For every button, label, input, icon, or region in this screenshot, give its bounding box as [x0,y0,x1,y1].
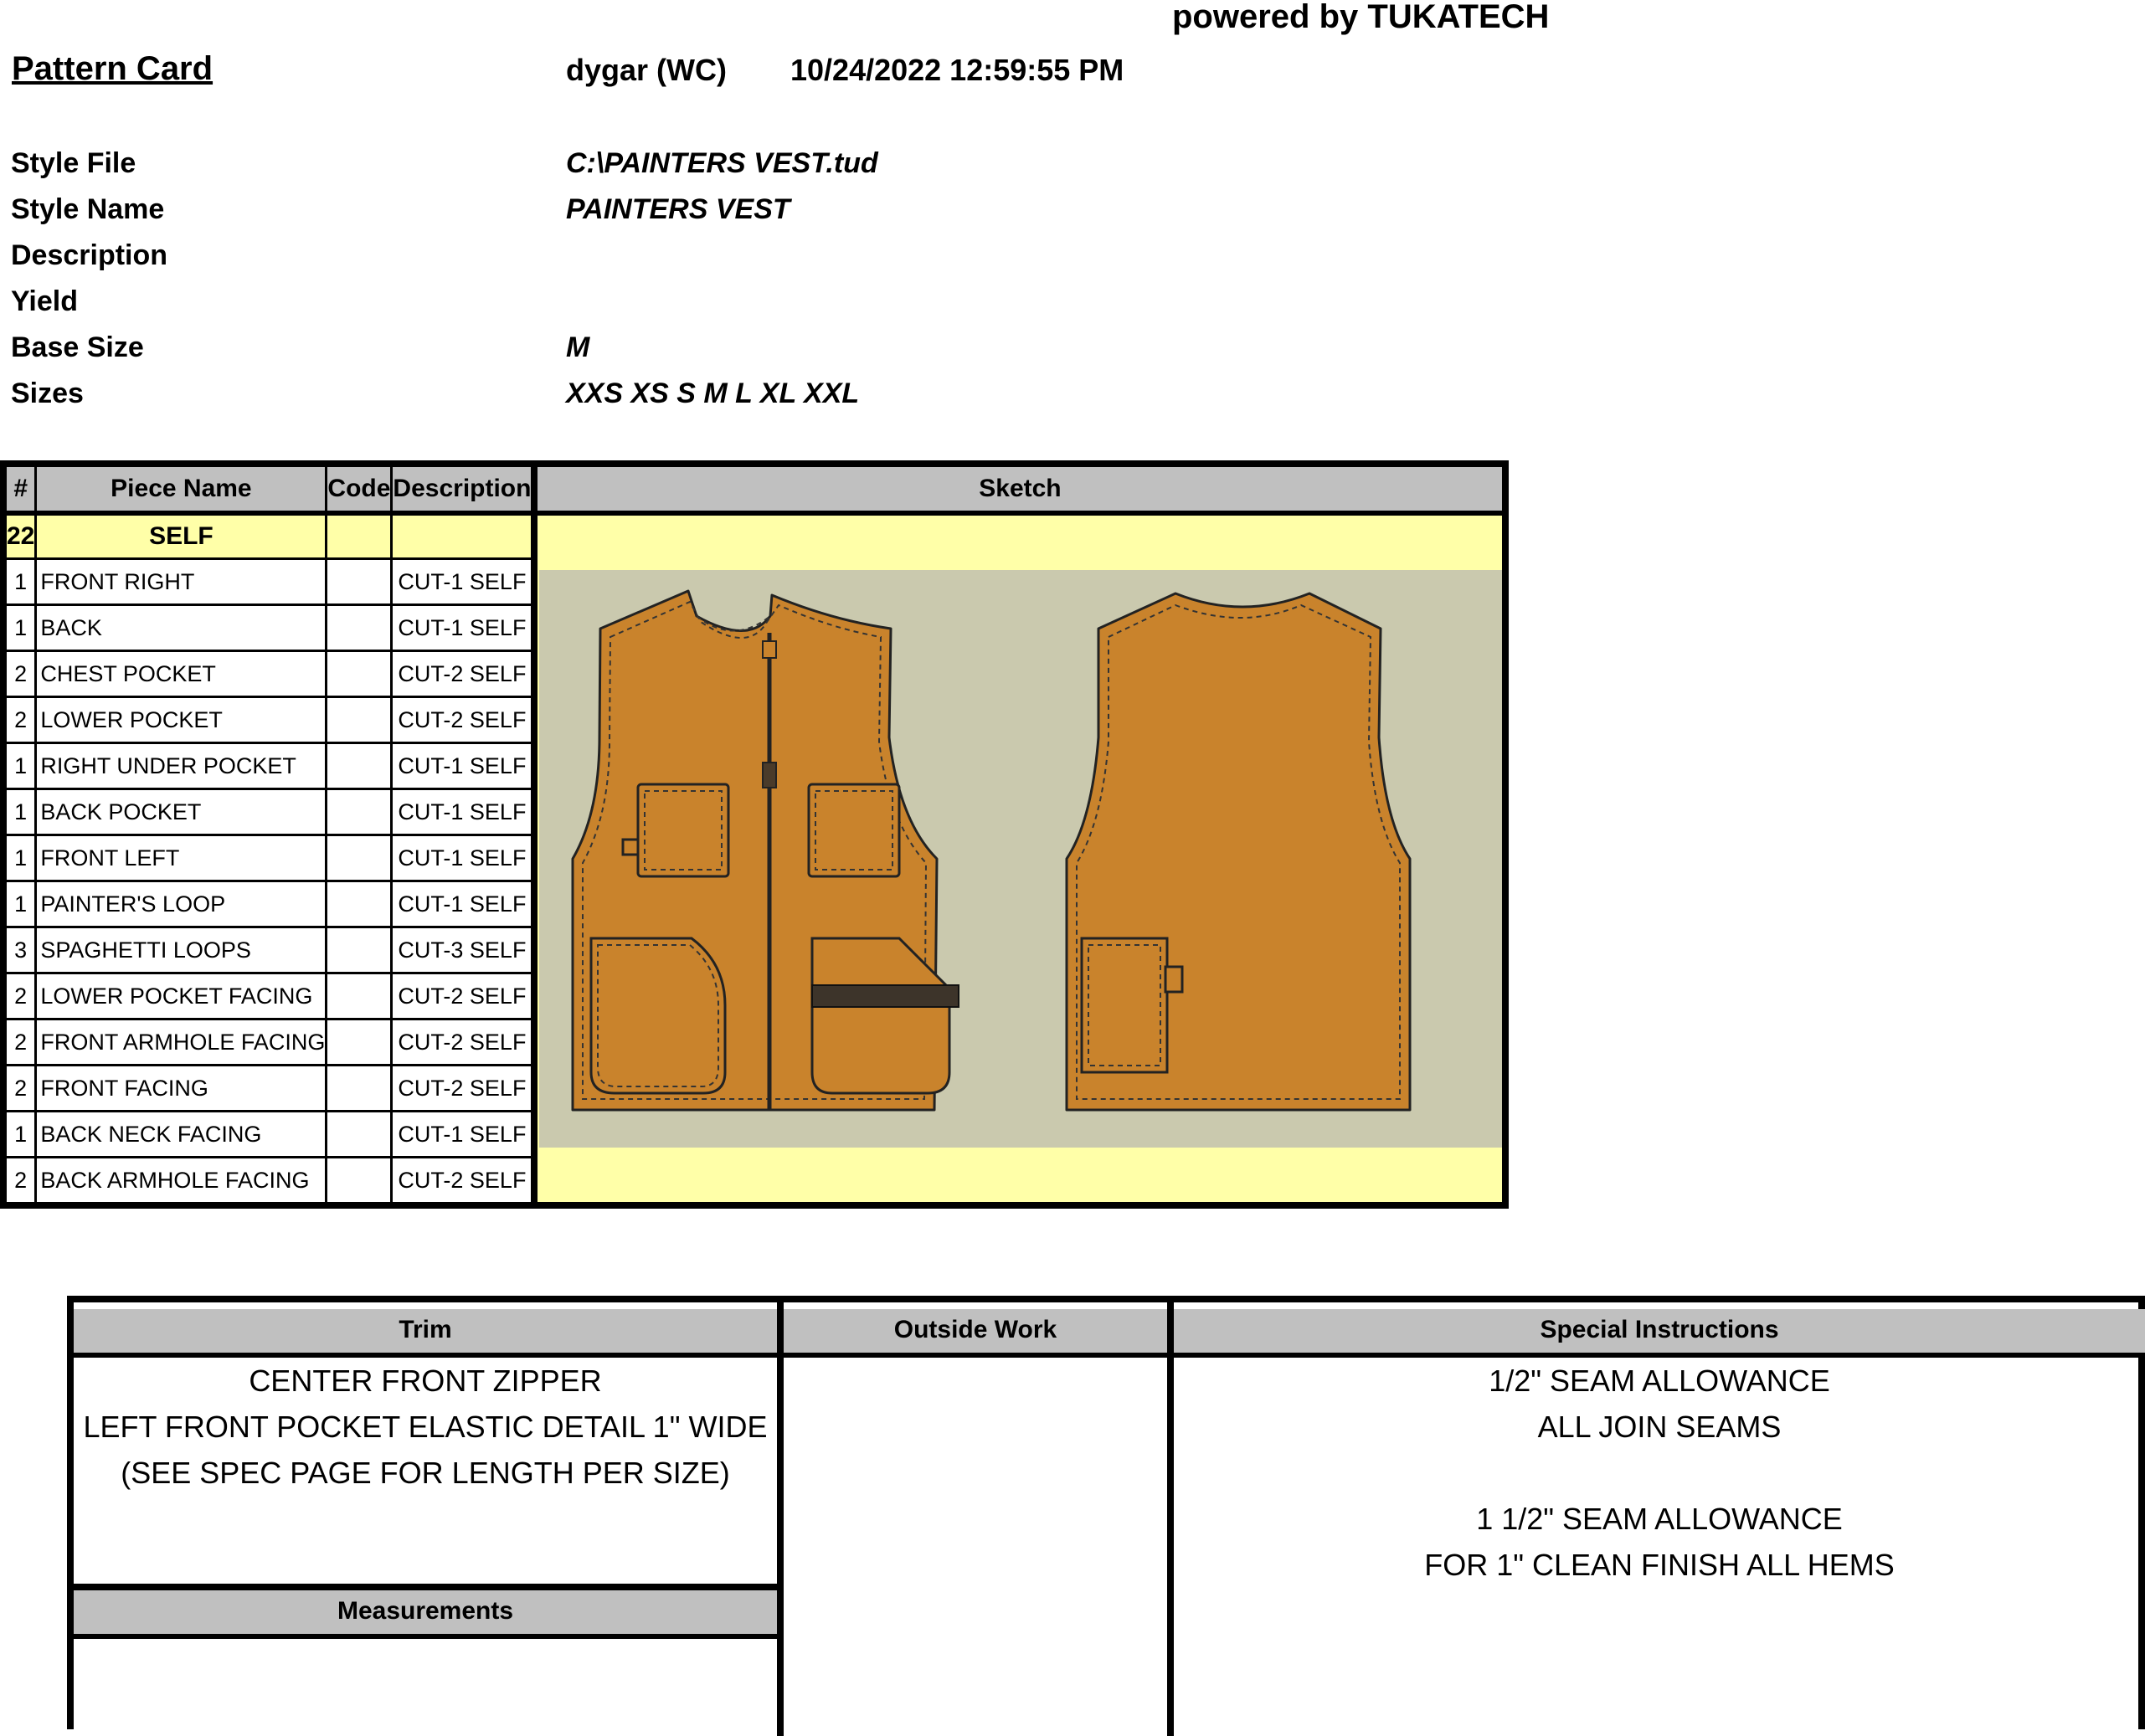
row-code [327,927,392,973]
row-code [327,881,392,927]
bottom-panel [67,1296,2145,1729]
trim-line: LEFT FRONT POCKET ELASTIC DETAIL 1" WIDE [83,1410,768,1444]
row-name: CHEST POCKET [36,651,327,697]
trim-content [74,1358,777,1496]
elastic-strap-shape [812,985,959,1007]
style-file-label: Style File [11,147,136,179]
row-description: CUT-3 SELF [392,927,535,973]
page-title: Pattern Card [12,50,213,87]
row-description: CUT-2 SELF [392,651,535,697]
style-name-value: PAINTERS VEST [566,193,790,225]
style-file-value: C:\PAINTERS VEST.tud [566,147,878,179]
yield-label: Yield [11,285,78,317]
group-row [3,513,1505,559]
row-description: CUT-2 SELF [392,697,535,743]
row-name: FRONT RIGHT [36,559,327,605]
row-name: BACK [36,605,327,651]
row-qty: 1 [3,835,36,881]
special-instructions-header: Special Instructions [1174,1309,2145,1353]
row-name: PAINTER'S LOOP [36,881,327,927]
right-chest-pocket-shape [809,784,899,876]
divider [1167,1302,1174,1736]
row-code [327,1020,392,1066]
row-qty: 2 [3,973,36,1020]
row-name: RIGHT UNDER POCKET [36,743,327,789]
trim-header: Trim [74,1309,777,1353]
row-name: FRONT ARMHOLE FACING [36,1020,327,1066]
row-qty: 1 [3,1112,36,1158]
row-name: LOWER POCKET FACING [36,973,327,1020]
special-line: ALL JOIN SEAMS [1537,1410,1782,1444]
divider [74,1584,777,1590]
powered-by-label: powered by TUKATECH [1172,0,1550,35]
special-line: 1/2" SEAM ALLOWANCE [1489,1364,1830,1398]
row-qty: 3 [3,927,36,973]
row-name: BACK POCKET [36,789,327,835]
row-name: FRONT FACING [36,1066,327,1112]
row-code [327,743,392,789]
measurements-header: Measurements [74,1590,777,1634]
col-header-description: Description [392,464,535,513]
row-code [327,1066,392,1112]
base-size-label: Base Size [11,331,144,363]
divider [74,1634,777,1639]
group-count: 22 [3,513,36,559]
row-code [327,1158,392,1206]
row-qty: 1 [3,789,36,835]
sizes-label: Sizes [11,378,84,409]
group-code [327,513,392,559]
back-pocket-shape [1082,938,1167,1072]
row-code [327,559,392,605]
row-description: CUT-2 SELF [392,1066,535,1112]
row-description: CUT-1 SELF [392,835,535,881]
row-code [327,789,392,835]
col-header-piece-name: Piece Name [36,464,327,513]
row-code [327,973,392,1020]
sketch-image [539,570,1502,1148]
row-code [327,605,392,651]
trim-line: (SEE SPEC PAGE FOR LENGTH PER SIZE) [121,1456,730,1490]
row-code [327,835,392,881]
sizes-value: XXS XS S M L XL XXL [566,378,860,409]
row-qty: 2 [3,1020,36,1066]
timestamp: 10/24/2022 12:59:55 PM [790,53,1124,87]
col-header-sketch: Sketch [534,464,1505,513]
row-description: CUT-1 SELF [392,1112,535,1158]
row-qty: 2 [3,697,36,743]
row-name: LOWER POCKET [36,697,327,743]
style-name-label: Style Name [11,193,165,225]
row-description: CUT-1 SELF [392,605,535,651]
row-qty: 1 [3,881,36,927]
user-label: dygar (WC) [566,53,727,87]
row-description: CUT-2 SELF [392,1158,535,1206]
col-header-code: Code [327,464,392,513]
row-code [327,1112,392,1158]
vest-sketch [539,570,1502,1148]
outside-work-header: Outside Work [784,1309,1167,1353]
divider [777,1302,784,1736]
row-description: CUT-2 SELF [392,1020,535,1066]
col-header-number: # [3,464,36,513]
row-code [327,651,392,697]
left-chest-pocket-shape [638,784,728,876]
description-label: Description [11,239,168,271]
group-description [392,513,535,559]
trim-line: CENTER FRONT ZIPPER [249,1364,602,1398]
row-description: CUT-1 SELF [392,881,535,927]
row-name: BACK ARMHOLE FACING [36,1158,327,1206]
row-qty: 1 [3,605,36,651]
row-qty: 1 [3,559,36,605]
group-name: SELF [36,513,327,559]
row-qty: 2 [3,1158,36,1206]
special-line [1174,1450,2145,1496]
row-description: CUT-1 SELF [392,743,535,789]
row-description: CUT-2 SELF [392,973,535,1020]
row-name: BACK NECK FACING [36,1112,327,1158]
row-qty: 2 [3,1066,36,1112]
special-line: FOR 1" CLEAN FINISH ALL HEMS [1424,1548,1895,1582]
special-instructions-content [1174,1358,2145,1588]
row-name: FRONT LEFT [36,835,327,881]
row-name: SPAGHETTI LOOPS [36,927,327,973]
sketch-cell [534,513,1505,1205]
pieces-table [0,460,1509,1209]
row-qty: 1 [3,743,36,789]
row-description: CUT-1 SELF [392,789,535,835]
special-line: 1 1/2" SEAM ALLOWANCE [1476,1502,1843,1536]
row-qty: 2 [3,651,36,697]
row-code [327,697,392,743]
base-size-value: M [566,331,590,363]
row-description: CUT-1 SELF [392,559,535,605]
